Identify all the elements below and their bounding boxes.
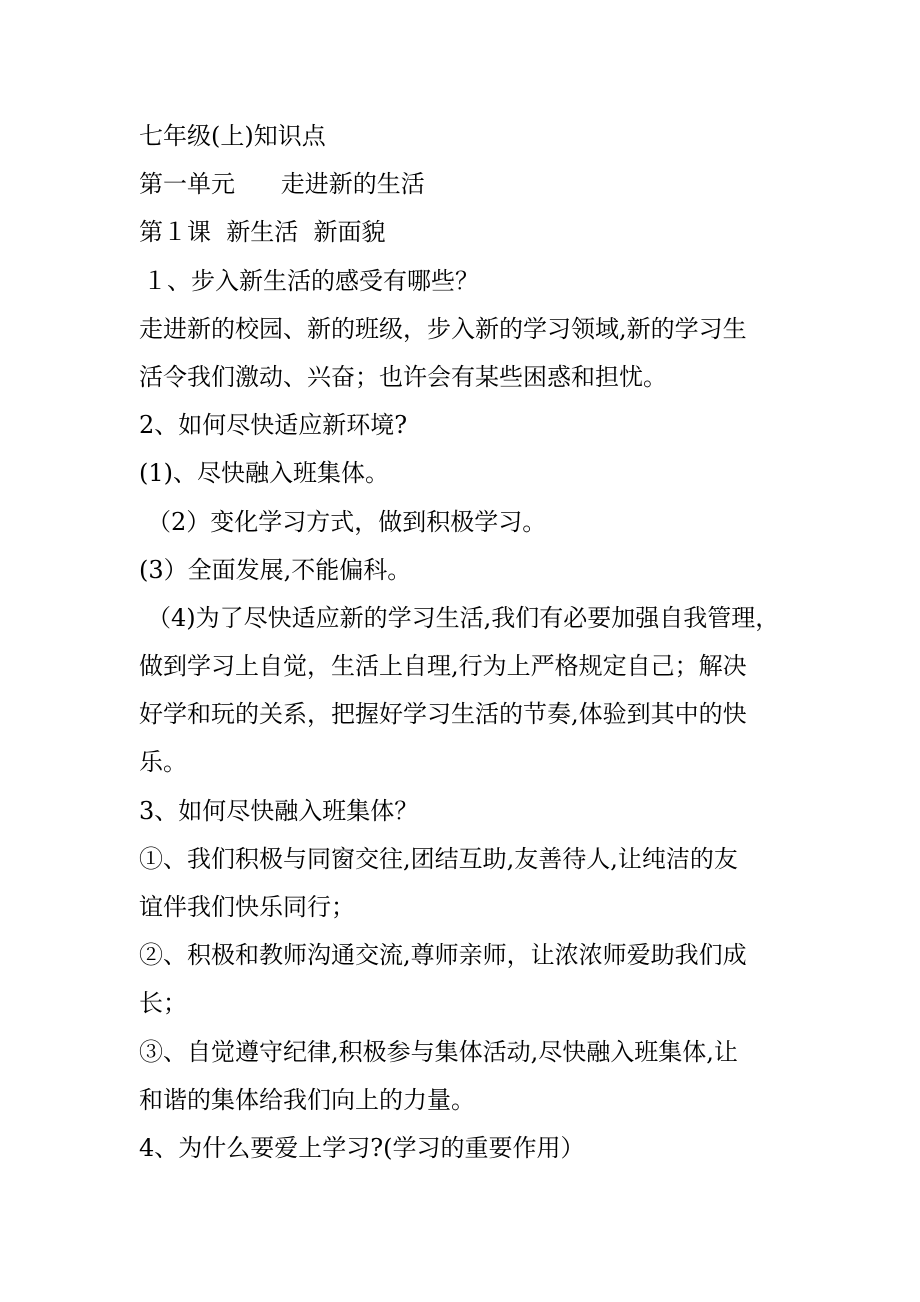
answer-2-item-2: （2）变化学习方式，做到积极学习。	[147, 507, 547, 536]
question-1: １、步入新生活的感受有哪些？	[143, 266, 479, 295]
lesson-heading: 第１课 新生活 新面貌	[139, 218, 386, 247]
answer-1-line-2: 活令我们激动、兴奋；也许会有某些困惑和担忧。	[139, 362, 667, 391]
question-2: 2、如何尽快适应新环境?	[139, 411, 408, 440]
answer-2-item-4-line-2: 做到学习上自觉，生活上自理,行为上严格规定自己；解决	[139, 652, 747, 681]
answer-2-item-1: (1)、尽快融入班集体。	[139, 459, 389, 488]
answer-2-item-4-line-3: 好学和玩的关系，把握好学习生活的节奏,体验到其中的快	[139, 700, 747, 729]
question-4: 4、为什么要爱上学习?(学习的重要作用）	[139, 1133, 585, 1162]
answer-3-item-1-line-1: ①、我们积极与同窗交往,团结互助,友善待人,让纯洁的友	[139, 844, 738, 873]
answer-2-item-4-line-1: （4)为了尽快适应新的学习生活,我们有必要加强自我管理，	[147, 603, 780, 632]
document-body	[139, 112, 789, 1172]
unit-heading: 第一单元 走进新的生活	[139, 170, 425, 199]
answer-3-item-3-line-2: 和谐的集体给我们向上的力量。	[139, 1085, 475, 1114]
answer-3-item-2-line-1: ②、积极和教师沟通交流,尊师亲师，让浓浓师爱助我们成	[139, 941, 747, 970]
doc-title: 七年级(上)知识点	[139, 122, 326, 150]
answer-1-line-1: 走进新的校园、新的班级，步入新的学习领域,新的学习生	[139, 314, 747, 343]
answer-3-item-1-line-2: 谊伴我们快乐同行；	[139, 893, 355, 921]
answer-2-item-3: (3）全面发展,不能偏科。	[139, 555, 412, 584]
answer-3-item-2-line-2: 长；	[139, 989, 187, 1018]
answer-3-item-3-line-1: ③、自觉遵守纪律,积极参与集体活动,尽快融入班集体,让	[139, 1037, 738, 1066]
question-3: 3、如何尽快融入班集体？	[139, 796, 419, 825]
answer-2-item-4-line-4: 乐。	[139, 748, 187, 777]
